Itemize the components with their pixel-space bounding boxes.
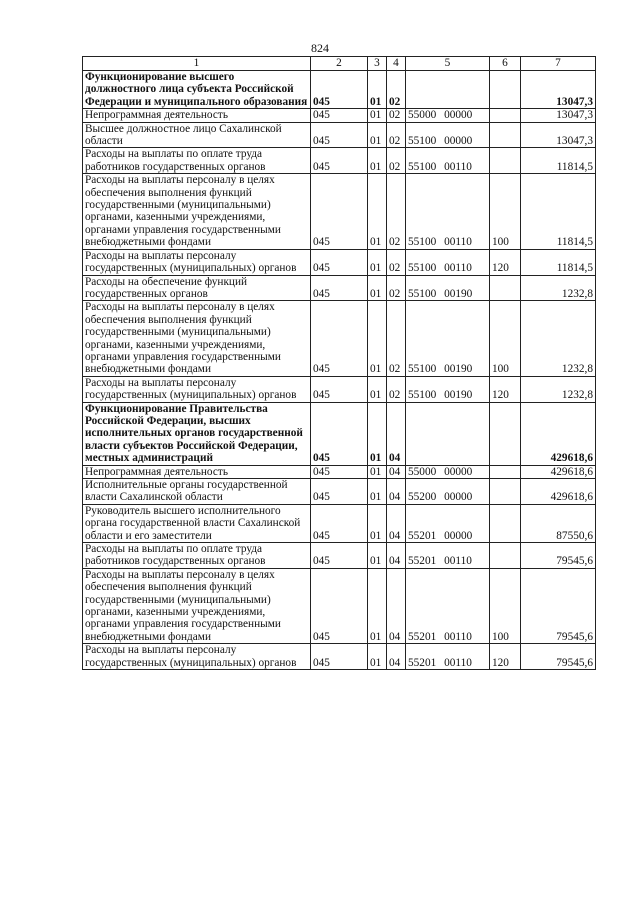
table-row <box>83 148 596 174</box>
row-grbs-cell: 045 <box>311 109 368 122</box>
row-amount-cell: 11814,5 <box>521 174 596 249</box>
table-row <box>83 376 596 402</box>
column-header: 4 <box>387 57 406 71</box>
row-subsection-cell: 02 <box>387 71 406 109</box>
row-expense-type-cell <box>490 402 521 465</box>
row-target-article-cell: 55100 00110 <box>406 174 490 249</box>
row-subsection-cell: 02 <box>387 376 406 402</box>
row-name-cell: Непрограммная деятельность <box>83 465 311 478</box>
row-expense-type-cell: 120 <box>490 644 521 670</box>
table-row <box>83 568 596 643</box>
table-row <box>83 174 596 249</box>
row-subsection-cell: 02 <box>387 275 406 301</box>
row-amount-cell: 1232,8 <box>521 301 596 376</box>
row-amount-cell: 11814,5 <box>521 249 596 275</box>
row-grbs-cell: 045 <box>311 275 368 301</box>
table-row <box>83 644 596 670</box>
row-grbs-cell: 045 <box>311 543 368 569</box>
row-name-cell: Расходы на выплаты по оплате труда работников государственных органов <box>83 148 311 174</box>
row-grbs-cell: 045 <box>311 479 368 505</box>
row-amount-cell: 13047,3 <box>521 122 596 148</box>
table-row <box>83 122 596 148</box>
row-subsection-cell: 04 <box>387 479 406 505</box>
row-section-cell: 01 <box>368 71 387 109</box>
row-subsection-cell: 04 <box>387 465 406 478</box>
budget-table <box>82 56 596 670</box>
row-expense-type-cell: 100 <box>490 174 521 249</box>
row-section-cell: 01 <box>368 174 387 249</box>
row-target-article-cell <box>406 71 490 109</box>
row-amount-cell: 429618,6 <box>521 479 596 505</box>
row-grbs-cell: 045 <box>311 376 368 402</box>
row-grbs-cell: 045 <box>311 644 368 670</box>
row-amount-cell: 13047,3 <box>521 109 596 122</box>
table-row <box>83 465 596 478</box>
table-row <box>83 275 596 301</box>
row-target-article-cell: 55100 00110 <box>406 249 490 275</box>
row-subsection-cell: 02 <box>387 109 406 122</box>
row-expense-type-cell <box>490 275 521 301</box>
row-amount-cell: 87550,6 <box>521 504 596 542</box>
row-section-cell: 01 <box>368 109 387 122</box>
table-row <box>83 479 596 505</box>
row-subsection-cell: 04 <box>387 402 406 465</box>
row-name-cell: Расходы на выплаты персоналу государственных (муниципальных) органов <box>83 376 311 402</box>
column-header: 2 <box>311 57 368 71</box>
column-header: 3 <box>368 57 387 71</box>
row-amount-cell: 79545,6 <box>521 568 596 643</box>
row-section-cell: 01 <box>368 402 387 465</box>
row-name-cell: Расходы на выплаты персоналу в целях обеспечения выполнения функций государственными (муниципальными) органами, казенными учреждениями, органами управления государственными внебюджетными фондами <box>83 174 311 249</box>
row-grbs-cell: 045 <box>311 504 368 542</box>
row-amount-cell: 13047,3 <box>521 71 596 109</box>
row-target-article-cell: 55000 00000 <box>406 465 490 478</box>
row-section-cell: 01 <box>368 376 387 402</box>
row-subsection-cell: 02 <box>387 301 406 376</box>
row-grbs-cell: 045 <box>311 465 368 478</box>
row-expense-type-cell: 120 <box>490 249 521 275</box>
row-section-cell: 01 <box>368 644 387 670</box>
row-amount-cell: 11814,5 <box>521 148 596 174</box>
row-target-article-cell: 55201 00110 <box>406 644 490 670</box>
table-row <box>83 504 596 542</box>
row-grbs-cell: 045 <box>311 402 368 465</box>
row-expense-type-cell: 100 <box>490 568 521 643</box>
row-target-article-cell: 55200 00000 <box>406 479 490 505</box>
row-section-cell: 01 <box>368 504 387 542</box>
row-target-article-cell: 55100 00190 <box>406 275 490 301</box>
row-grbs-cell: 045 <box>311 174 368 249</box>
table-row <box>83 71 596 109</box>
table-row <box>83 402 596 465</box>
row-target-article-cell: 55100 00000 <box>406 122 490 148</box>
row-grbs-cell: 045 <box>311 249 368 275</box>
row-section-cell: 01 <box>368 543 387 569</box>
row-amount-cell: 1232,8 <box>521 376 596 402</box>
row-target-article-cell <box>406 402 490 465</box>
row-section-cell: 01 <box>368 122 387 148</box>
row-target-article-cell: 55201 00110 <box>406 543 490 569</box>
row-subsection-cell: 02 <box>387 249 406 275</box>
row-section-cell: 01 <box>368 568 387 643</box>
column-header: 6 <box>490 57 521 71</box>
row-section-cell: 01 <box>368 465 387 478</box>
row-grbs-cell: 045 <box>311 301 368 376</box>
row-target-article-cell: 55100 00190 <box>406 376 490 402</box>
row-target-article-cell: 55201 00110 <box>406 568 490 643</box>
row-grbs-cell: 045 <box>311 71 368 109</box>
row-target-article-cell: 55100 00110 <box>406 148 490 174</box>
row-grbs-cell: 045 <box>311 122 368 148</box>
row-name-cell: Расходы на обеспечение функций государственных органов <box>83 275 311 301</box>
row-amount-cell: 429618,6 <box>521 402 596 465</box>
row-expense-type-cell: 120 <box>490 376 521 402</box>
row-subsection-cell: 04 <box>387 644 406 670</box>
row-section-cell: 01 <box>368 275 387 301</box>
row-name-cell: Функционирование высшего должностного лица субъекта Российской Федерации и муниципального образования <box>83 71 311 109</box>
table-row <box>83 543 596 569</box>
row-grbs-cell: 045 <box>311 148 368 174</box>
row-target-article-cell: 55100 00190 <box>406 301 490 376</box>
row-expense-type-cell <box>490 479 521 505</box>
row-name-cell: Расходы на выплаты по оплате труда работников государственных органов <box>83 543 311 569</box>
row-section-cell: 01 <box>368 249 387 275</box>
row-subsection-cell: 02 <box>387 174 406 249</box>
row-amount-cell: 429618,6 <box>521 465 596 478</box>
row-subsection-cell: 02 <box>387 122 406 148</box>
row-subsection-cell: 04 <box>387 504 406 542</box>
row-name-cell: Высшее должностное лицо Сахалинской области <box>83 122 311 148</box>
row-target-article-cell: 55201 00000 <box>406 504 490 542</box>
row-name-cell: Исполнительные органы государственной власти Сахалинской области <box>83 479 311 505</box>
row-target-article-cell: 55000 00000 <box>406 109 490 122</box>
column-header: 1 <box>83 57 311 71</box>
row-name-cell: Расходы на выплаты персоналу в целях обеспечения выполнения функций государственными (муниципальными) органами, казенными учреждениями, органами управления государственными внебюджетными фондами <box>83 568 311 643</box>
row-amount-cell: 79545,6 <box>521 644 596 670</box>
row-name-cell: Руководитель высшего исполнительного органа государственной власти Сахалинской области и его заместители <box>83 504 311 542</box>
column-header: 5 <box>406 57 490 71</box>
row-name-cell: Расходы на выплаты персоналу государственных (муниципальных) органов <box>83 249 311 275</box>
row-section-cell: 01 <box>368 301 387 376</box>
table-row <box>83 301 596 376</box>
column-header: 7 <box>521 57 596 71</box>
table-row <box>83 249 596 275</box>
row-subsection-cell: 04 <box>387 543 406 569</box>
row-name-cell: Функционирование Правительства Российской Федерации, высших исполнительных органов государственной власти субъектов Российской Федерации, местных администраций <box>83 402 311 465</box>
row-name-cell: Непрограммная деятельность <box>83 109 311 122</box>
page-number: 824 <box>311 41 329 55</box>
row-expense-type-cell <box>490 504 521 542</box>
row-amount-cell: 79545,6 <box>521 543 596 569</box>
row-expense-type-cell <box>490 109 521 122</box>
budget-table-body <box>83 71 596 670</box>
row-subsection-cell: 02 <box>387 148 406 174</box>
row-grbs-cell: 045 <box>311 568 368 643</box>
row-expense-type-cell <box>490 71 521 109</box>
row-name-cell: Расходы на выплаты персоналу в целях обеспечения выполнения функций государственными (муниципальными) органами, казенными учреждениями, органами управления государственными внебюджетными фондами <box>83 301 311 376</box>
table-row <box>83 109 596 122</box>
row-section-cell: 01 <box>368 148 387 174</box>
column-number-row <box>83 57 596 71</box>
row-expense-type-cell <box>490 148 521 174</box>
row-name-cell: Расходы на выплаты персоналу государственных (муниципальных) органов <box>83 644 311 670</box>
row-expense-type-cell <box>490 465 521 478</box>
row-expense-type-cell <box>490 543 521 569</box>
row-expense-type-cell: 100 <box>490 301 521 376</box>
row-section-cell: 01 <box>368 479 387 505</box>
row-subsection-cell: 04 <box>387 568 406 643</box>
row-expense-type-cell <box>490 122 521 148</box>
row-amount-cell: 1232,8 <box>521 275 596 301</box>
